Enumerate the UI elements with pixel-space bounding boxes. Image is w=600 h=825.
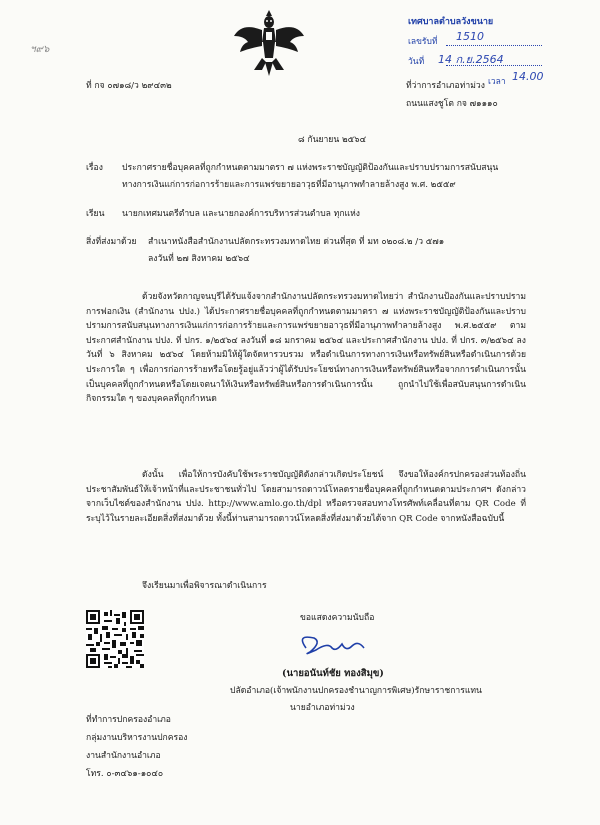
stamp-date-label: วันที่ (408, 57, 425, 67)
enclosure-line2: ลงวันที่ ๒๗ สิงหาคม ๒๕๖๔ (148, 254, 250, 264)
margin-scribble: ฯ๙๖ (30, 44, 50, 55)
footer-line2: กลุ่มงานบริหารงานปกครอง (86, 733, 188, 743)
stamp-recv-label: เลขรับที่ (408, 37, 438, 47)
enclosure-line1: สำเนาหนังสือสำนักงานปลัดกระทรวงมหาดไทย ด่วนที่สุด ที่ มท ๐๒๐๘.๒ /ว ๕๗๑ (148, 237, 445, 247)
to-text: นายกเทศมนตรีตำบล และนายกองค์การบริหารส่วนตำบล ทุกแห่ง (122, 209, 360, 219)
regards: ขอแสดงความนับถือ (300, 613, 375, 623)
signer-name: (นายอนันท์ชัย ทองสิมุข) (282, 668, 384, 679)
garuda-emblem (232, 6, 306, 80)
signer-title-2: นายอำเภอท่าม่วง (290, 703, 355, 713)
stamp-date-value: 14 ก.ย.2564 (438, 53, 504, 66)
office-line1: ที่ว่าการอำเภอท่าม่วง (406, 81, 485, 91)
doc-date: ๘ กันยายน ๒๕๖๔ (298, 135, 367, 145)
footer-line3: งานสำนักงานอำเภอ (86, 751, 161, 761)
signer-title-1: ปลัดอำเภอ(เจ้าพนักงานปกครองชำนาญการพิเศษ)รักษาราชการแทน (230, 686, 482, 696)
body-paragraph-1: ด้วยจังหวัดกาญจนบุรีได้รับแจ้งจากสำนักงานปลัดกระทรวงมหาดไทยว่า สำนักงานป้องกันและปราบปรามการฟอกเงิน (สำนักงาน ปปง.) ได้ประกาศรายชื่อบุคคลที่ถูกกำหนดตามมาตรา ๗ แห่งพระราชบัญญัติป้องกันและปราบปรามการสนับสนุนทางการเงินแก่การก่อการร้ายและการแพร่ขยายอาวุธที่มีอานุภาพทำลายล้างสูง พ.ศ.๒๕๕๙ ตามประกาศสำนักงาน ปปง. ที่ ปกร. ๑/๒๕๖๔ ลงวันที่ ๑๘ มกราคม ๒๕๖๔ และประกาศสำนักงาน ปปง. ที่ ปกร. ๓/๒๕๖๔ ลงวันที่ ๖ สิงหาคม ๒๕๖๔ โดยห้ามมิให้ผู้ใดจัดหารวบรวม หรือดำเนินการทางการเงินหรือทรัพย์สินหรือดำเนินการด้วยประการใด ๆ เพื่อการก่อการร้ายหรือโดยรู้อยู่แล้วว่าผู้ได้รับประโยชน์ทางการเงินหรือทรัพย์สินหรือจากการดำเนินการนั้นเป็นบุคคลที่ถูกกำหนดหรือโดยเจตนาให้เงินหรือทรัพย์สินหรือการดำเนินการนั้น ถูกนำไปใช้เพื่อสนับสนุนการดำเนินกิจกรรมใด ๆ ของบุคคลที่ถูกกำหนด (86, 292, 526, 405)
footer-line4: โทร. ๐-๓๔๖๑-๑๐๔๐ (86, 769, 164, 779)
footer-line1: ที่ทำการปกครองอำเภอ (86, 715, 171, 725)
to-label: เรียน (86, 209, 105, 219)
subject-line2: ทางการเงินแก่การก่อการร้ายและการแพร่ขยายอาวุธที่มีอานุภาพทำลายล้างสูง พ.ศ. ๒๕๕๙ (122, 180, 456, 190)
handwritten-signature (292, 630, 372, 660)
enclosure-label: สิ่งที่ส่งมาด้วย (86, 237, 137, 247)
office-line2: ถนนแสงชูโต กจ ๗๑๑๑๐ (406, 99, 498, 109)
stamp-org: เทศบาลตำบลวังขนาย (408, 17, 494, 27)
stamp-recv-no: 1510 (456, 30, 484, 43)
stamp-time-label: เวลา (488, 77, 506, 87)
stamp-time-value: 14.00 (512, 70, 544, 83)
subject-label: เรื่อง (86, 163, 103, 173)
subject-line1: ประกาศรายชื่อบุคคลที่ถูกกำหนดตามมาตรา ๗ แห่งพระราชบัญญัติป้องกันและปราบปรามการสนับสนุน (122, 163, 499, 173)
doc-number: ที่ กจ ๐๗๑๘/ว ๒๙๔๓๒ (86, 81, 172, 91)
closing-line: จึงเรียนมาเพื่อพิจารณาดำเนินการ (142, 581, 267, 591)
body-paragraph-2: ดังนั้น เพื่อให้การบังคับใช้พระราชบัญญัติดังกล่าวเกิดประโยชน์ จึงขอให้องค์กรปกครองส่วนท้องถิ่นประชาสัมพันธ์ให้เจ้าหน้าที่และประชาชนทั่วไป โดยสามารถดาวน์โหลดรายชื่อบุคคลที่ถูกกำหนดตามประกาศฯ ดังกล่าวจากเว็บไซต์ของสำนักงาน ปปง. http://www.amlo.go.th/dpl หรือตรวจสอบทางโทรศัพท์เคลื่อนที่ตาม QR Code ที่ระบุไว้ในรายละเอียดสิ่งที่ส่งมาด้วย ทั้งนี้ท่านสามารถดาวน์โหลดสิ่งที่ส่งมาด้วยได้จาก QR Code จากหนังสือฉบับนี้ (86, 470, 526, 524)
qr-code (86, 610, 144, 668)
